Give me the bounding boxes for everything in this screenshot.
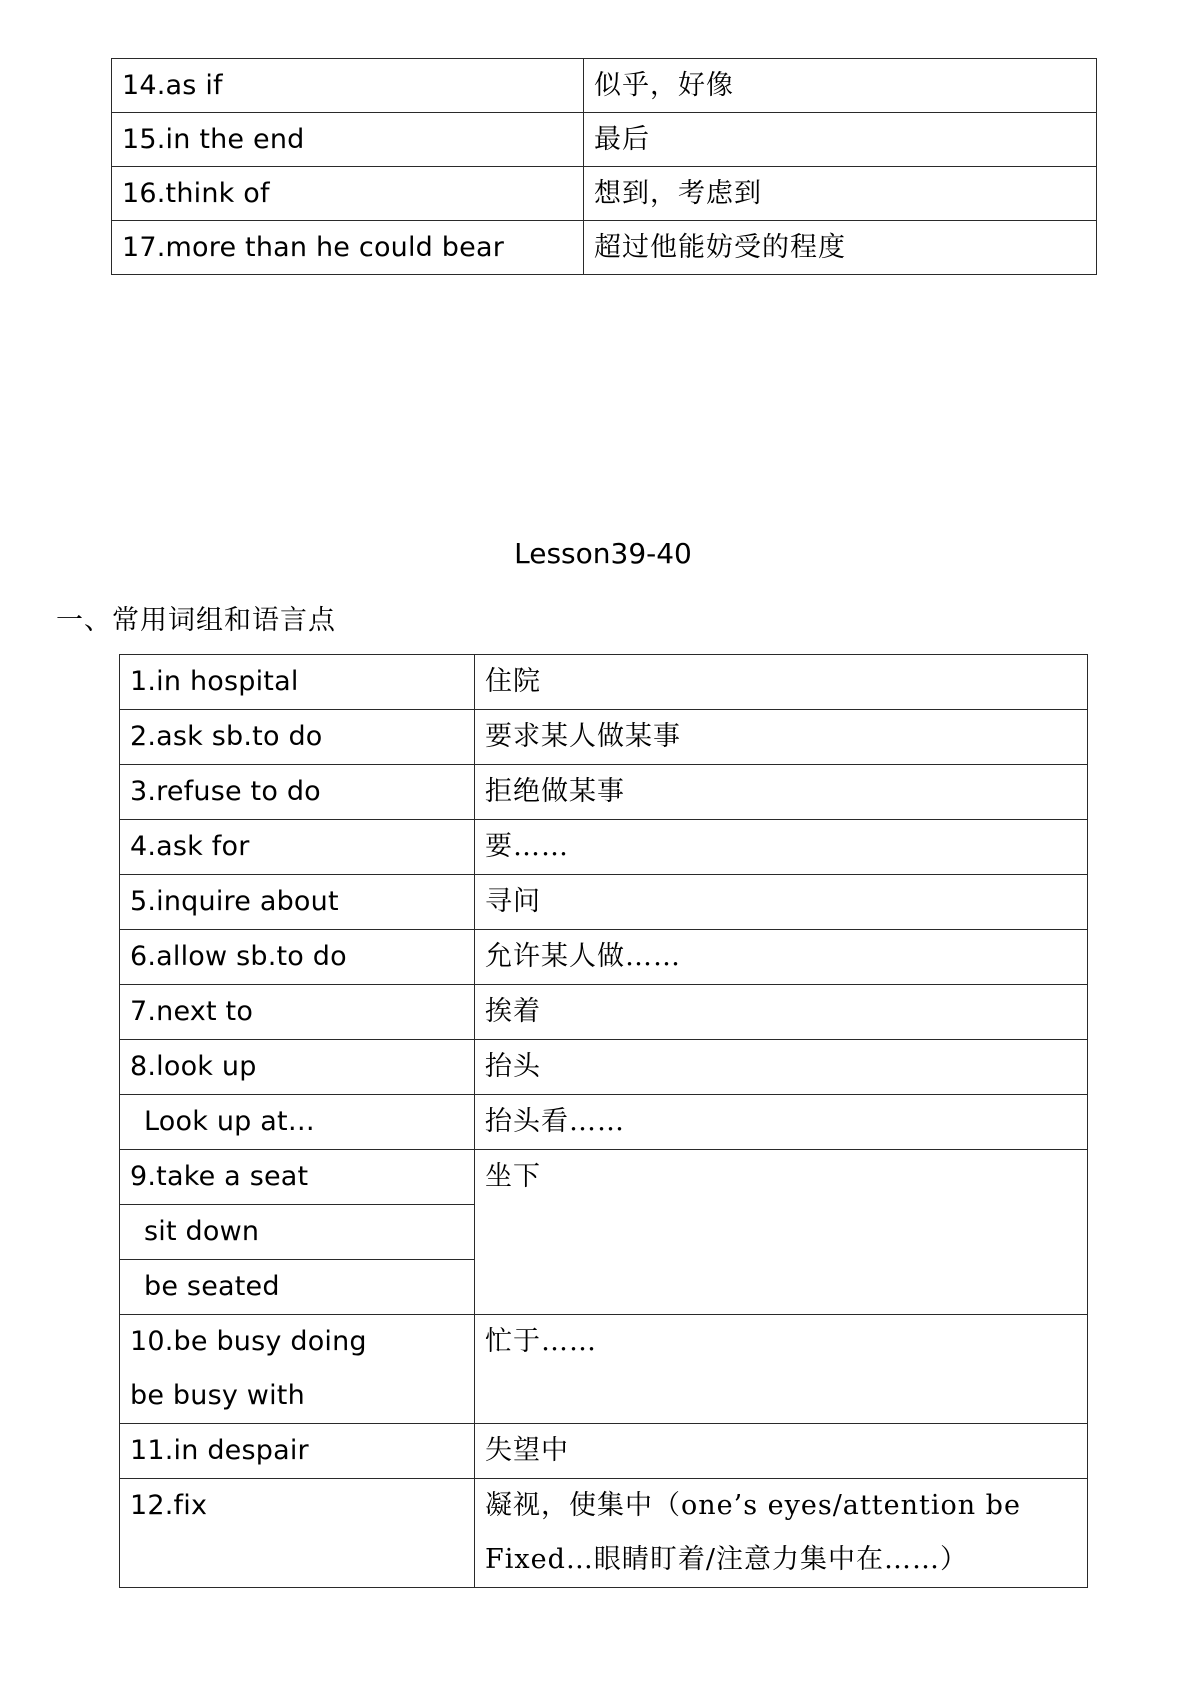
table-row	[112, 113, 1097, 167]
table-row	[120, 1424, 1088, 1479]
phrase-cell: Look up at…	[120, 1095, 475, 1150]
table-row	[120, 1150, 1088, 1205]
table-row	[120, 655, 1088, 710]
meaning-cell: 坐下	[475, 1150, 1088, 1315]
phrase-cell: 11.in despair	[120, 1424, 475, 1479]
meaning-line: 凝视，使集中（one’s eyes/attention be	[485, 1490, 1021, 1521]
phrase-cell: 8.look up	[120, 1040, 475, 1095]
table-row	[120, 710, 1088, 765]
table-row	[120, 820, 1088, 875]
phrase-line: be busy with	[130, 1380, 305, 1411]
phrase-cell: 16.think of	[112, 167, 584, 221]
meaning-cell: 似乎，好像	[584, 59, 1097, 113]
phrase-cell: 7.next to	[120, 985, 475, 1040]
table-row	[120, 1095, 1088, 1150]
section-heading: 一、常用词组和语言点	[56, 605, 336, 636]
table-row	[120, 985, 1088, 1040]
lesson-title: Lesson39-40	[514, 537, 692, 570]
meaning-cell: 忙于……	[475, 1315, 1088, 1424]
table-row	[112, 59, 1097, 113]
phrase-cell: 14.as if	[112, 59, 584, 113]
table-row	[120, 875, 1088, 930]
phrase-cell: 1.in hospital	[120, 655, 475, 710]
phrase-cell: sit down	[120, 1205, 475, 1260]
phrase-cell: 15.in the end	[112, 113, 584, 167]
table-row	[120, 930, 1088, 985]
table-row	[120, 1040, 1088, 1095]
table-row	[112, 221, 1097, 275]
meaning-cell: 要……	[475, 820, 1088, 875]
phrase-cell: 3.refuse to do	[120, 765, 475, 820]
table-row	[120, 1479, 1088, 1588]
meaning-cell: 要求某人做某事	[475, 710, 1088, 765]
phrase-cell: 5.inquire about	[120, 875, 475, 930]
phrase-cell: 4.ask for	[120, 820, 475, 875]
meaning-cell: 失望中	[475, 1424, 1088, 1479]
table-row	[120, 765, 1088, 820]
meaning-cell: 抬头看……	[475, 1095, 1088, 1150]
meaning-line: Fixed…眼睛盯着/注意力集中在……）	[485, 1544, 968, 1575]
table-row	[112, 167, 1097, 221]
phrase-cell: 6.allow sb.to do	[120, 930, 475, 985]
phrase-cell: 9.take a seat	[120, 1150, 475, 1205]
meaning-cell: 超过他能妨受的程度	[584, 221, 1097, 275]
meaning-cell: 想到，考虑到	[584, 167, 1097, 221]
phrase-cell: 2.ask sb.to do	[120, 710, 475, 765]
meaning-cell: 抬头	[475, 1040, 1088, 1095]
meaning-cell	[475, 1479, 1088, 1588]
table-row	[120, 1315, 1088, 1424]
vocab-table-continued	[111, 58, 1097, 275]
meaning-cell: 住院	[475, 655, 1088, 710]
phrase-line: 10.be busy doing	[130, 1326, 367, 1357]
phrase-cell: 17.more than he could bear	[112, 221, 584, 275]
vocab-table	[119, 654, 1088, 1588]
meaning-cell: 寻问	[475, 875, 1088, 930]
meaning-cell: 拒绝做某事	[475, 765, 1088, 820]
meaning-cell: 最后	[584, 113, 1097, 167]
meaning-cell: 允许某人做……	[475, 930, 1088, 985]
meaning-cell: 挨着	[475, 985, 1088, 1040]
phrase-cell	[120, 1315, 475, 1424]
phrase-cell: be seated	[120, 1260, 475, 1315]
phrase-cell: 12.fix	[120, 1479, 475, 1588]
